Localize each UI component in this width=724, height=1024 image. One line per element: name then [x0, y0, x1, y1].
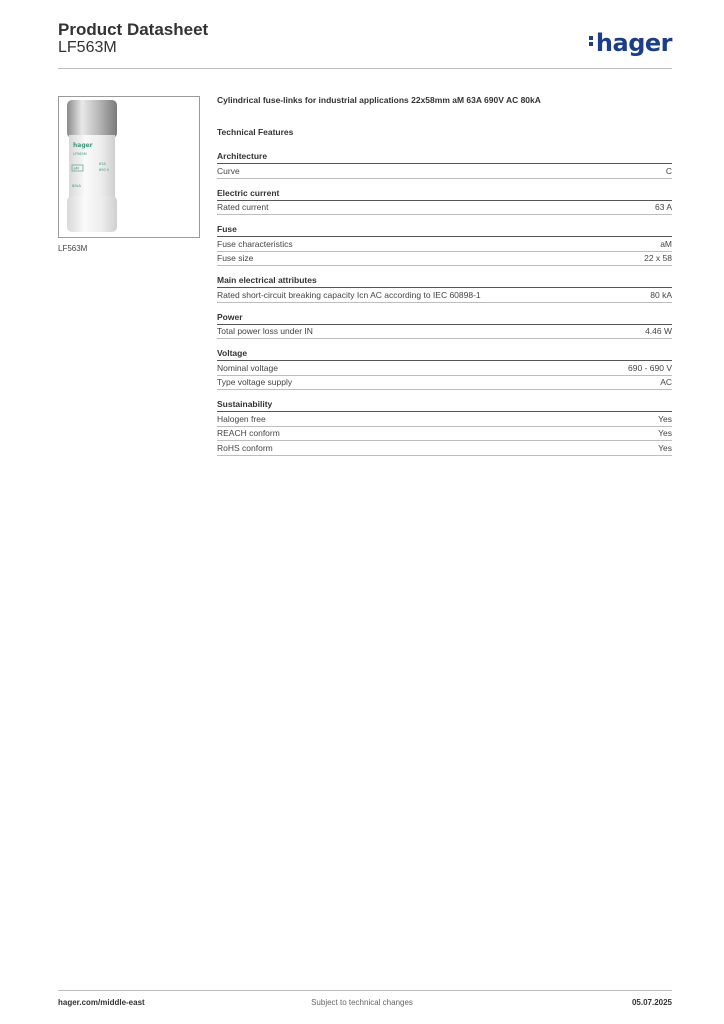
- spec-label: Fuse size: [217, 253, 254, 264]
- spec-label: Rated current: [217, 202, 269, 213]
- technical-features-heading: Technical Features: [217, 127, 294, 137]
- fuse-label-class: aM: [73, 166, 79, 171]
- fuse-image: [59, 97, 199, 237]
- group-power: [217, 312, 672, 340]
- spec-label: Total power loss under IN: [217, 326, 313, 337]
- spec-row: [217, 325, 672, 340]
- fuse-bottom-cap: [67, 196, 117, 232]
- spec-label: Rated short-circuit breaking capacity Icn AC according to IEC 60898-1: [217, 289, 481, 300]
- spec-value: Yes: [658, 442, 672, 453]
- logo-text: hager: [595, 29, 672, 57]
- group-title: Architecture: [217, 151, 672, 164]
- group-title: Power: [217, 312, 672, 325]
- spec-value: Yes: [658, 413, 672, 424]
- spec-label: Halogen free: [217, 413, 266, 424]
- hager-logo: [589, 29, 672, 57]
- group-title: Main electrical attributes: [217, 275, 672, 288]
- spec-value: 4.46 W: [645, 326, 672, 337]
- footer-website-link[interactable]: hager.com/middle-east: [58, 998, 145, 1007]
- product-description: Cylindrical fuse-links for industrial applications 22x58mm aM 63A 690V AC 80kA: [217, 95, 541, 105]
- header-divider: [58, 68, 672, 69]
- spec-row: [217, 361, 672, 376]
- spec-label: Type voltage supply: [217, 377, 293, 388]
- group-fuse: [217, 224, 672, 266]
- spec-row: [217, 201, 672, 216]
- group-title: Electric current: [217, 188, 672, 201]
- spec-row: [217, 441, 672, 456]
- fuse-top-cap: [67, 100, 117, 138]
- spec-row: [217, 412, 672, 427]
- spec-value: C: [665, 165, 672, 176]
- spec-value: 80 kA: [650, 289, 672, 300]
- product-code: LF563M: [58, 39, 117, 56]
- spec-value: 690 - 690 V: [628, 362, 672, 373]
- group-title: Voltage: [217, 348, 672, 361]
- spec-label: Fuse characteristics: [217, 238, 293, 249]
- page-title: Product Datasheet: [58, 20, 209, 39]
- footer-note: Subject to technical changes: [311, 998, 413, 1007]
- spec-row: [217, 427, 672, 442]
- spec-row: [217, 288, 672, 303]
- spec-value: aM: [660, 238, 672, 249]
- spec-row: [217, 376, 672, 391]
- group-electric-current: [217, 188, 672, 216]
- footer-divider: [58, 990, 672, 991]
- spec-value: Yes: [658, 428, 672, 439]
- logo-dots-icon: [589, 34, 594, 48]
- spec-label: REACH conform: [217, 428, 280, 439]
- group-sustainability: [217, 399, 672, 456]
- footer-date: 05.07.2025: [631, 998, 672, 1007]
- spec-label: RoHS conform: [217, 442, 273, 453]
- fuse-label-brand: hager: [73, 142, 93, 149]
- spec-value: AC: [660, 377, 672, 388]
- spec-label: Nominal voltage: [217, 362, 278, 373]
- fuse-label-model: LF563M: [73, 152, 87, 156]
- spec-row: [217, 252, 672, 267]
- group-architecture: [217, 151, 672, 179]
- technical-content: [217, 95, 672, 465]
- spec-value: 63 A: [654, 202, 672, 213]
- product-image-frame: [58, 96, 200, 238]
- fuse-label-current: 63A: [99, 162, 106, 166]
- group-title: Fuse: [217, 224, 672, 237]
- spec-label: Curve: [217, 165, 240, 176]
- group-title: Sustainability: [217, 399, 672, 412]
- spec-row: [217, 237, 672, 252]
- fuse-label-voltage: 690 V: [99, 168, 110, 172]
- spec-value: 22 x 58: [644, 253, 672, 264]
- group-voltage: [217, 348, 672, 390]
- fuse-label-breaking: 80kA: [72, 184, 81, 188]
- spec-row: [217, 164, 672, 179]
- group-main-electrical-attributes: [217, 275, 672, 303]
- image-caption: LF563M: [58, 244, 88, 253]
